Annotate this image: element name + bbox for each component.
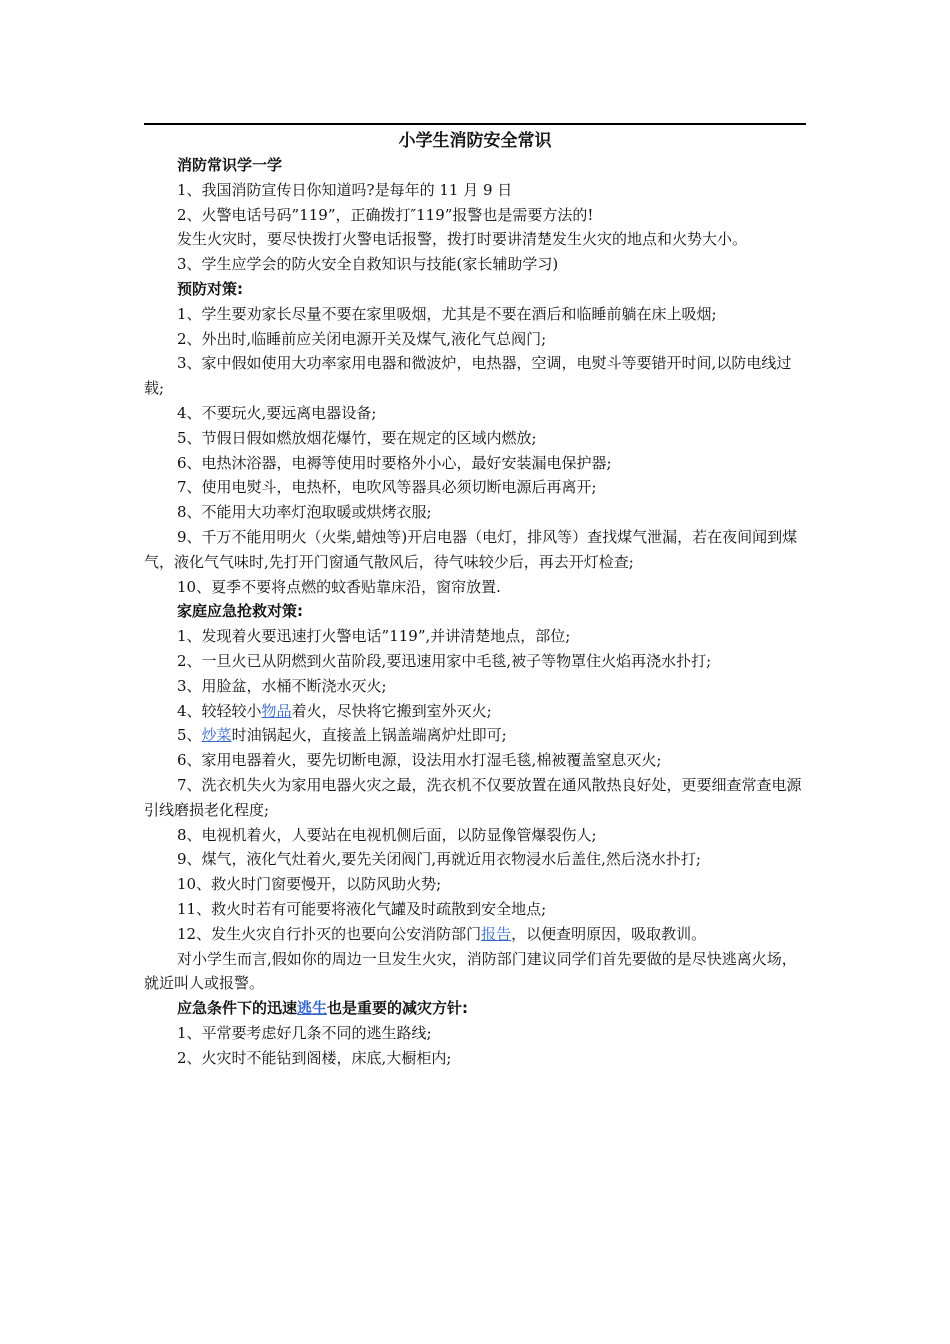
text-run: 也是重要的减灾方针: [327, 999, 469, 1018]
header-rule [144, 123, 806, 125]
text-run: 5、 [177, 726, 202, 745]
list-item: 11、救火时若有可能要将液化气罐及时疏散到安全地点; [177, 899, 547, 918]
section-heading-escape [144, 996, 806, 1021]
list-item: 4、不要玩火,要远离电器设备; [177, 403, 377, 422]
link-items[interactable]: 物品 [261, 701, 292, 720]
section-heading-prevention: 预防对策: [177, 279, 243, 298]
link-escape[interactable]: 逃生 [297, 999, 328, 1018]
list-item: 2、一旦火已从阴燃到火苗阶段,要迅速用家中毛毯,被子等物罩住火焰再浇水扑打; [177, 651, 712, 670]
list-item: 8、电视机着火，人要站在电视机侧后面，以防显像管爆裂伤人; [177, 825, 597, 844]
list-item: 9、煤气，液化气灶着火,要先关闭阀门,再就近用衣物浸水后盖住,然后浇水扑打; [177, 850, 701, 869]
paragraph: 发生火灾时，要尽快拨打火警电话报警，拨打时要讲清楚发生火灾的地点和火势大小。 [177, 230, 748, 249]
paragraph: 3、学生应学会的防火安全自救知识与技能(家长辅助学习) [177, 255, 559, 274]
list-item: 7、洗衣机失火为家用电器火灾之最，洗衣机不仅要放置在通风散热良好处，更要细查常查电源引线磨损老化程度; [144, 775, 802, 819]
link-cooking[interactable]: 炒菜 [201, 726, 232, 745]
list-item: 8、不能用大功率灯泡取暖或烘烤衣服; [177, 503, 432, 522]
list-item: 9、千万不能用明火（火柴,蜡烛等)开启电器（电灯，排风等）查找煤气泄漏，若在夜间闻到煤气，液化气气味时,先打开门窗通气散风后，待气味较少后，再去开灯检查; [144, 527, 798, 571]
list-item: 5、节假日假如燃放烟花爆竹，要在规定的区域内燃放; [177, 428, 537, 447]
list-item: 2、外出时,临睡前应关闭电源开关及煤气,液化气总阀门; [177, 329, 547, 348]
list-item: 2、火灾时不能钻到阁楼，床底,大橱柜内; [177, 1048, 452, 1067]
paragraph: 2、火警电话号码”119”，正确拨打″119”报警也是需要方法的! [177, 205, 594, 224]
section-heading-basics: 消防常识学一学 [177, 156, 283, 174]
text-run: ，以便查明原因，吸取教训。 [511, 924, 707, 943]
list-item: 3、用脸盆，水桶不断浇水灭火; [177, 676, 387, 695]
list-item: 1、平常要考虑好几条不同的逃生路线; [177, 1023, 432, 1042]
paragraph: 对小学生而言,假如你的周边一旦发生火灾，消防部门建议同学们首先要做的是尽快逃离火场，就近叫人或报警。 [144, 949, 797, 993]
text-run: 12、发生火灾自行扑灭的也要向公安消防部门 [177, 924, 482, 943]
list-item: 6、电热沐浴器，电褥等使用时要格外小心，最好安装漏电保护器; [177, 453, 612, 472]
list-item [144, 922, 806, 947]
document-title: 小学生消防安全常识 [398, 131, 552, 151]
list-item: 10、夏季不要将点燃的蚊香贴靠床沿，窗帘放置. [177, 577, 501, 596]
text-run: 4、较轻较小 [177, 701, 262, 720]
list-item: 1、发现着火要迅速打火警电话”119”,并讲清楚地点，部位; [177, 627, 571, 646]
list-item: 3、家中假如使用大功率家用电器和微波炉，电热器，空调，电熨斗等要错开时间,以防电线过载; [144, 354, 792, 398]
text-run: 着火，尽快将它搬到室外灭火; [291, 701, 492, 720]
document-body [144, 153, 806, 1070]
list-item: 10、救火时门窗要慢开，以防风助火势; [177, 875, 442, 894]
section-heading-emergency: 家庭应急抢救对策: [177, 602, 303, 621]
list-item: 1、学生要劝家长尽量不要在家里吸烟，尤其是不要在酒后和临睡前躺在床上吸烟; [177, 304, 717, 323]
list-item: 7、使用电熨斗，电热杯，电吹风等器具必须切断电源后再离开; [177, 478, 597, 497]
list-item: 6、家用电器着火，要先切断电源，设法用水打湿毛毯,棉被覆盖窒息灭火; [177, 751, 662, 770]
paragraph: 1、我国消防宣传日你知道吗?是每年的 11 月 9 日 [177, 180, 513, 199]
text-run: 应急条件下的迅速 [177, 999, 298, 1018]
link-report[interactable]: 报告 [481, 924, 512, 943]
list-item [144, 723, 806, 748]
list-item [144, 699, 806, 724]
text-run: 时油锅起火，直接盖上锅盖端离炉灶即可; [231, 726, 507, 745]
